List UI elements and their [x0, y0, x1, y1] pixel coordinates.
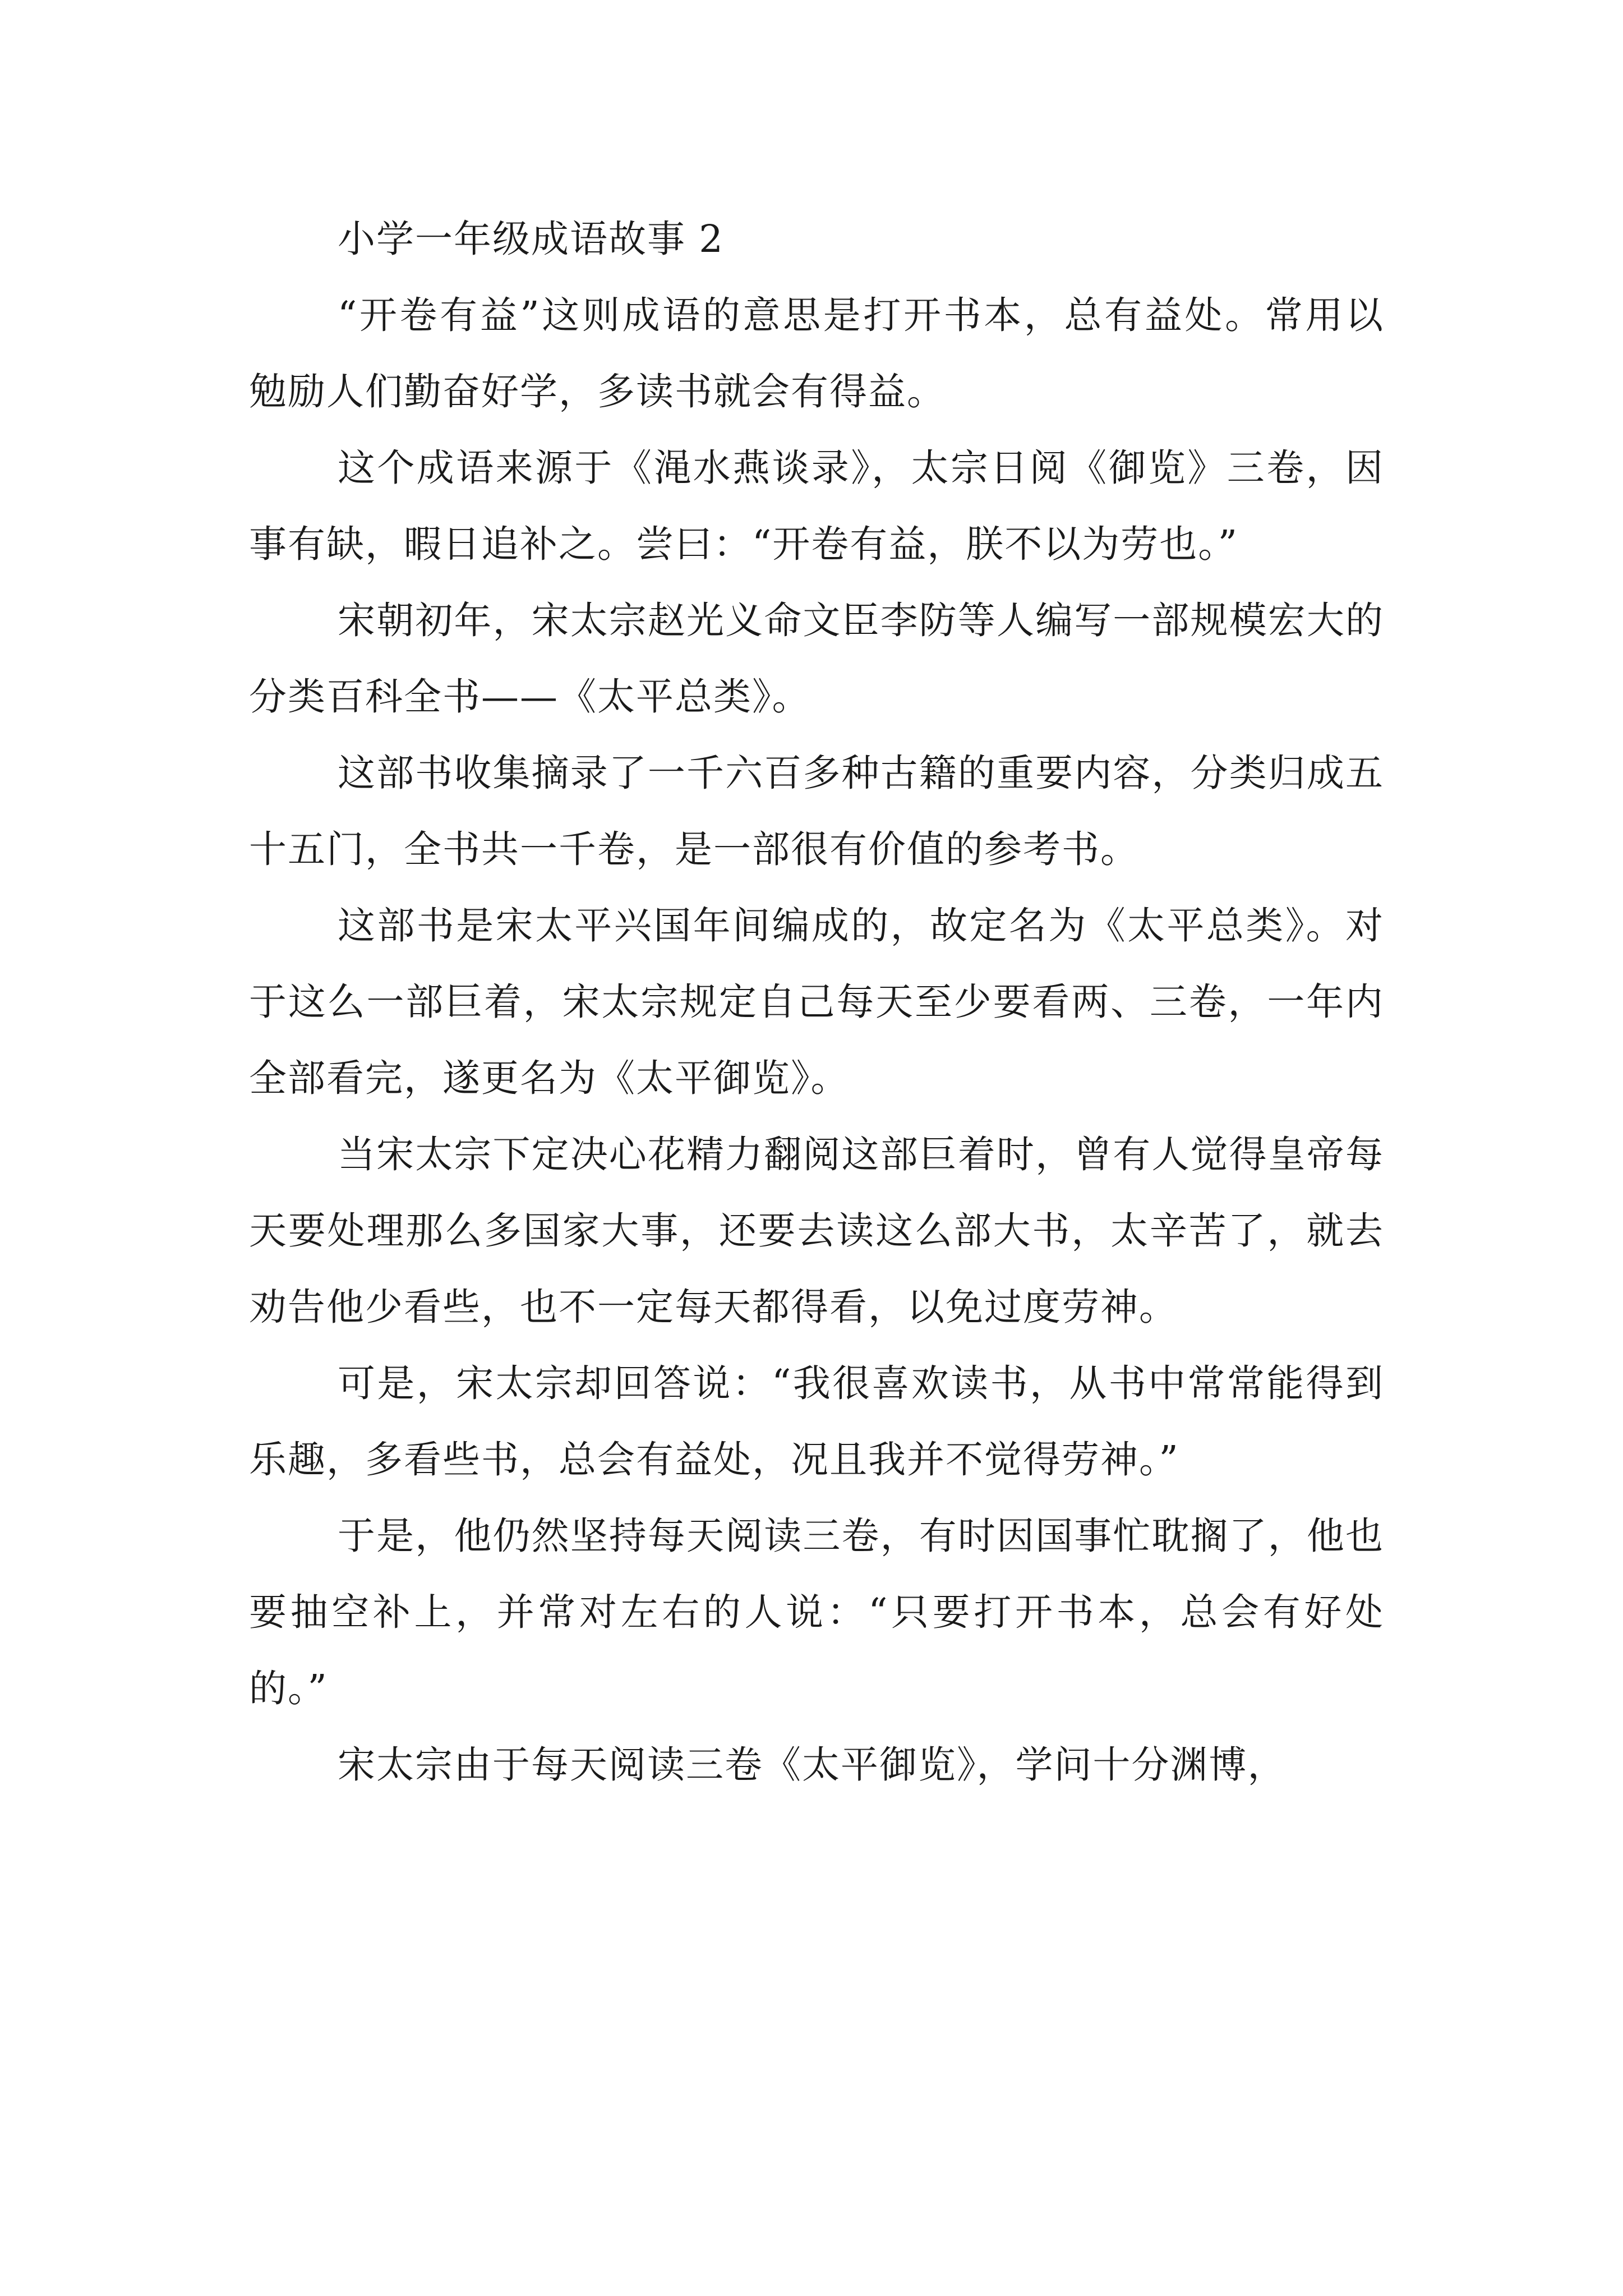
paragraph: 于是，他仍然坚持每天阅读三卷，有时因国事忙耽搁了，他也要抽空补上，并常对左右的人说：“只要打开书本，总会有好处的。” [249, 1514, 1384, 1710]
paragraph: 这部书是宋太平兴国年间编成的，故定名为《太平总类》。对于这么一部巨着，宋太宗规定自己每天至少要看两、三卷，一年内全部看完，遂更名为《太平御览》。 [249, 904, 1384, 1100]
paragraph: 宋太宗由于每天阅读三卷《太平御览》，学问十分渊博， [338, 1743, 1287, 1787]
document-body [249, 201, 1384, 1803]
document-title: 小学一年级成语故事 2 [338, 217, 724, 261]
paragraph: 当宋太宗下定决心花精力翻阅这部巨着时，曾有人觉得皇帝每天要处理那么多国家大事，还要去读这么部大书，太辛苦了，就去劝告他少看些，也不一定每天都得看，以免过度劳神。 [249, 1133, 1384, 1329]
paragraph: 这个成语来源于《渑水燕谈录》，太宗日阅《御览》三卷，因事有缺，暇日追补之。尝曰：“开卷有益，朕不以为劳也。” [249, 446, 1384, 566]
paragraph: 可是，宋太宗却回答说：“我很喜欢读书，从书中常常能得到乐趣，多看些书，总会有益处，况且我并不觉得劳神。” [249, 1361, 1384, 1481]
paragraph: “开卷有益”这则成语的意思是打开书本，总有益处。常用以勉励人们勤奋好学，多读书就会有得益。 [249, 293, 1384, 413]
paragraph: 宋朝初年，宋太宗赵光义命文臣李防等人编写一部规模宏大的分类百科全书——《太平总类》。 [249, 599, 1384, 719]
paragraph: 这部书收集摘录了一千六百多种古籍的重要内容，分类归成五十五门，全书共一千卷，是一部很有价值的参考书。 [249, 751, 1384, 871]
